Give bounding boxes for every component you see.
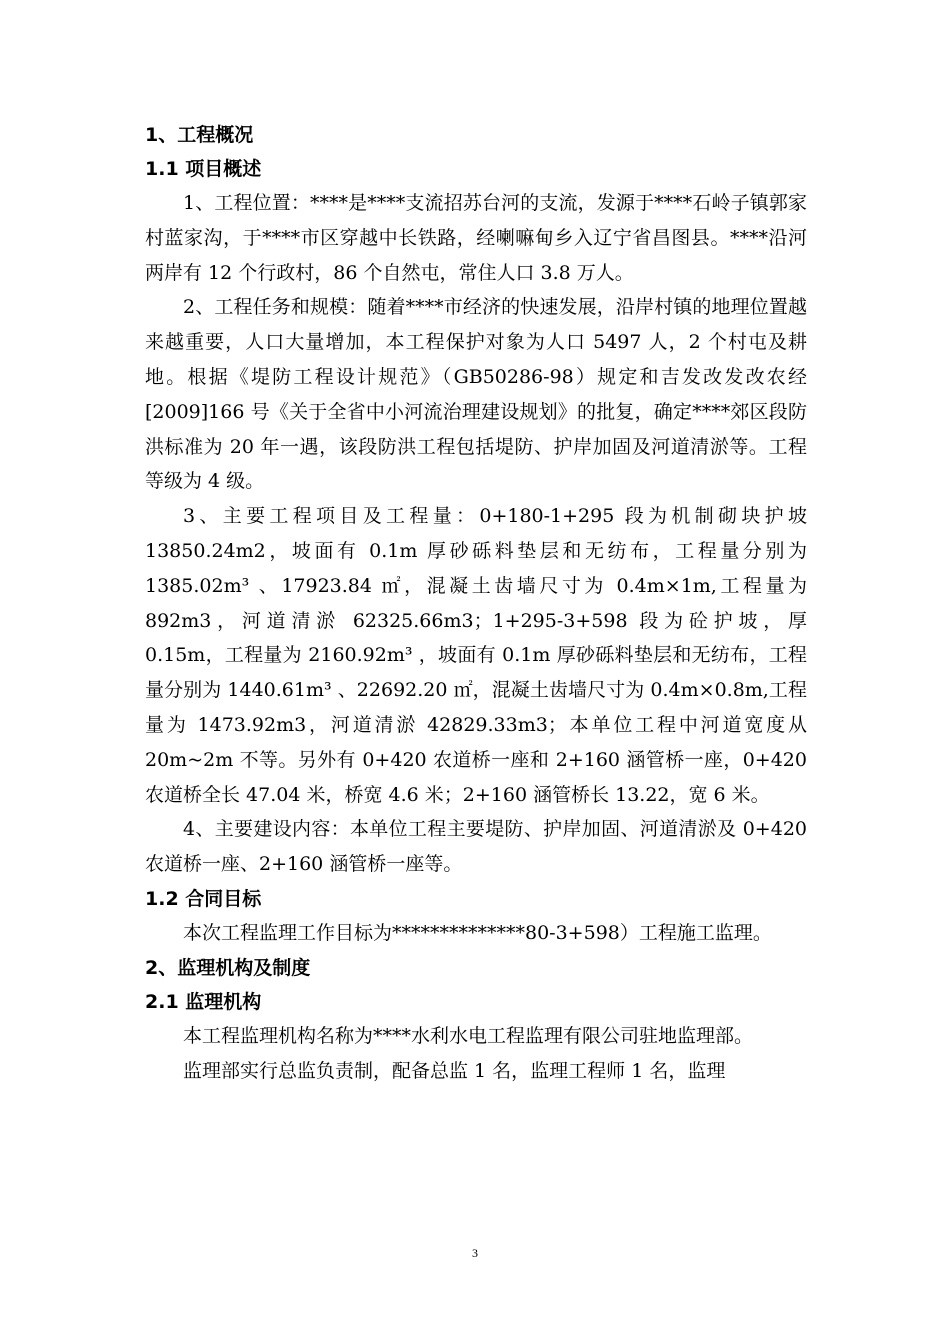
- paragraph-quantities: 3、主要工程项目及工程量：0+180-1+295 段为机制砌块护坡 13850.24m2，坡面有 0.1m 厚砂砾料垫层和无纺布，工程量分别为 1385.02m³ 、17923.84 ㎡，混凝土齿墙尺寸为 0.4m×1m,工程量为 892m3，河道清淤 62325.66m3；1+295-3+598 段为砼护坡，厚 0.15m，工程量为 2160.92m³ ，坡面有 0.1m 厚砂砾料垫层和无纺布，工程量分别为 1440.61m³ 、22692.20 ㎡，混凝土齿墙尺寸为 0.4m×0.8m,工程量为 1473.92m3，河道清淤 42829.33m3；本单位工程中河道宽度从 20m~2m 不等。另外有 0+420 农道桥一座和 2+160 涵管桥一座，0+420 农道桥全长 47.04 米，桥宽 4.6 米；2+160 涵管桥长 13.22，宽 6 米。: [145, 505, 807, 806]
- heading-1-1: 1.1 项目概述: [145, 158, 262, 180]
- paragraph-target: 本次工程监理工作目标为**************80-3+598）工程施工监理。: [183, 921, 772, 944]
- heading-2-1: 2.1 监理机构: [145, 990, 262, 1013]
- page-number: 3: [472, 1246, 478, 1260]
- paragraph-org-staff: 监理部实行总监负责制，配备总监 1 名，监理工程师 1 名，监理: [183, 1059, 726, 1082]
- paragraph-org-name: 本工程监理机构名称为****水利水电工程监理有限公司驻地监理部。: [183, 1024, 754, 1047]
- heading-1-2: 1.2 合同目标: [145, 887, 262, 910]
- heading-1: 1、工程概况: [145, 124, 254, 146]
- heading-2: 2、监理机构及制度: [145, 956, 311, 979]
- document-body: [145, 118, 807, 1088]
- paragraph-scale: 2、工程任务和规模：随着****市经济的快速发展，沿岸村镇的地理位置越来越重要，人口大量增加，本工程保护对象为人口 5497 人，2 个村屯及耕地。根据《堤防工程设计规范》（GB50286-98）规定和吉发改发改农经[2009]166 号《关于全省中小河流治理建设规划》的批复，确定****郊区段防洪标准为 20 年一遇，该段防洪工程包括堤防、护岸加固及河道清淤等。工程等级为 4 级。: [145, 296, 807, 493]
- paragraph-content: 4、主要建设内容：本单位工程主要堤防、护岸加固、河道清淤及 0+420 农道桥一座、2+160 涵管桥一座等。: [145, 818, 807, 876]
- paragraph-location: 1、工程位置：****是****支流招苏台河的支流，发源于****石岭子镇郭家村蓝家沟，于****市区穿越中长铁路，经喇嘛甸乡入辽宁省昌图县。****沿河两岸有 12 个行政村，86 个自然屯，常住人口 3.8 万人。: [145, 192, 807, 284]
